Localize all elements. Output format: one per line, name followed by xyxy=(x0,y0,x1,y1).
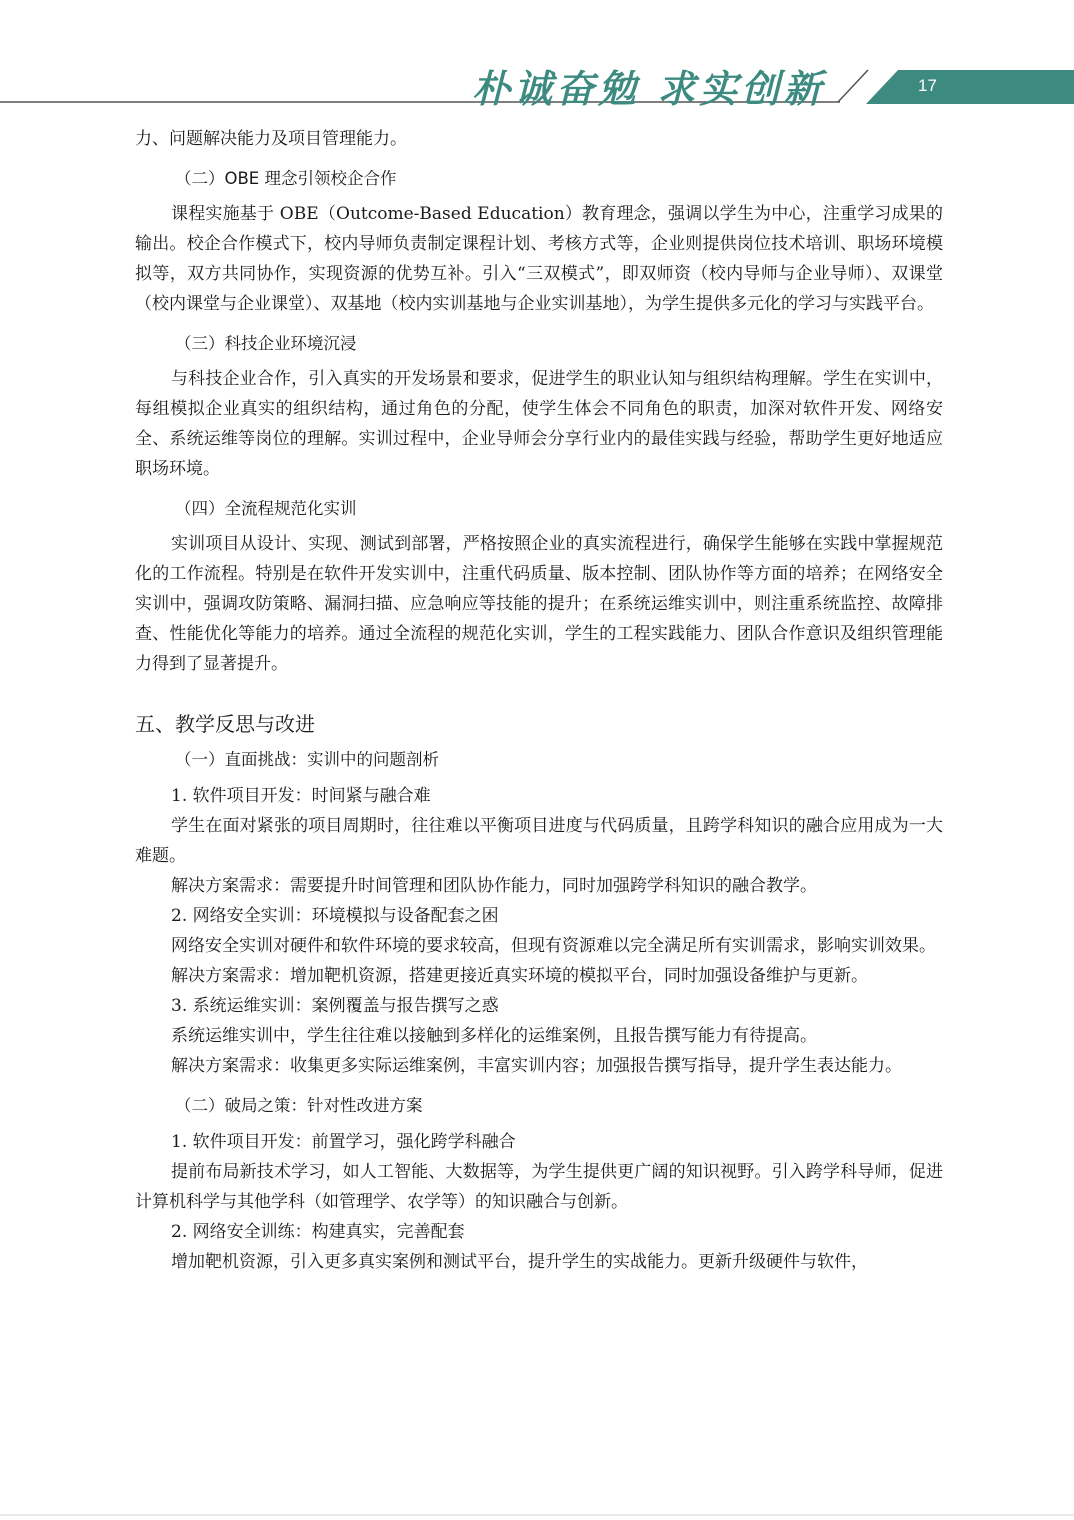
subheading-solutions: （二）破局之策：针对性改进方案 xyxy=(175,1096,423,1115)
paragraph-continuation: 力、问题解决能力及项目管理能力。 xyxy=(135,129,407,149)
item-network-title: 2. 网络安全实训：环境模拟与设备配套之困 xyxy=(171,906,499,926)
solution-network-title: 2. 网络安全训练：构建真实，完善配套 xyxy=(171,1222,465,1242)
subheading-challenges: （一）直面挑战：实训中的问题剖析 xyxy=(175,750,439,769)
paragraph-obe: 课程实施基于 OBE（Outcome-Based Education）教育理念，强调以学生为中心，注重学习成果的输出。校企合作模式下，校内导师负责制定课程计划、考核方式等，企业则提供岗位技术培训、职场环境模拟等，双方共同协作，实现资源的优势互补。引入“三双模式”，即双师资（校内导师与企业导师）、双课堂（校内课堂与企业课堂）、双基地（校内实训基地与企业实训基地），为学生提供多元化的学习与实践平台。 xyxy=(135,204,943,314)
item-software-text: 学生在面对紧张的项目周期时，往往难以平衡项目进度与代码质量，且跨学科知识的融合应用成为一大难题。 xyxy=(135,816,943,866)
header-slash xyxy=(838,70,868,102)
section-heading-reflection: 五、教学反思与改进 xyxy=(135,712,315,736)
solution-network-text: 增加靶机资源，引入更多真实案例和测试平台，提升学生的实战能力。更新升级硬件与软件， xyxy=(171,1252,868,1272)
paragraph-full-process: 实训项目从设计、实现、测试到部署，严格按照企业的真实流程进行，确保学生能够在实践中掌握规范化的工作流程。特别是在软件开发实训中，注重代码质量、版本控制、团队协作等方面的培养；在网络安全实训中，强调攻防策略、漏洞扫描、应急响应等技能的提升；在系统运维实训中，则注重系统监控、故障排查、性能优化等能力的培养。通过全流程的规范化实训，学生的工程实践能力、团队合作意识及组织管理能力得到了显著提升。 xyxy=(135,534,943,674)
item-software-solution: 解决方案需求：需要提升时间管理和团队协作能力，同时加强跨学科知识的融合教学。 xyxy=(171,876,817,896)
subheading-obe: （二）OBE 理念引领校企合作 xyxy=(175,169,397,188)
item-software-title: 1. 软件项目开发：时间紧与融合难 xyxy=(171,786,431,806)
item-network-text: 网络安全实训对硬件和软件环境的要求较高，但现有资源难以完全满足所有实训需求，影响实训效果。 xyxy=(171,936,936,956)
document-body xyxy=(135,124,943,1277)
item-network-solution: 解决方案需求：增加靶机资源，搭建更接近真实环境的模拟平台，同时加强设备维护与更新。 xyxy=(171,966,868,986)
subheading-full-process: （四）全流程规范化实训 xyxy=(175,499,357,518)
solution-software-title: 1. 软件项目开发：前置学习，强化跨学科融合 xyxy=(171,1132,516,1152)
subheading-enterprise-immersion: （三）科技企业环境沉浸 xyxy=(175,334,357,353)
header-motto: 朴诚奋勉 求实创新 xyxy=(472,66,826,111)
item-ops-title: 3. 系统运维实训：案例覆盖与报告撰写之惑 xyxy=(171,996,499,1016)
footer-rule xyxy=(0,1514,1074,1516)
item-ops-solution: 解决方案需求：收集更多实际运维案例，丰富实训内容；加强报告撰写指导，提升学生表达能力。 xyxy=(171,1056,902,1076)
paragraph-enterprise-immersion: 与科技企业合作，引入真实的开发场景和要求，促进学生的职业认知与组织结构理解。学生在实训中，每组模拟企业真实的组织结构，通过角色的分配，使学生体会不同角色的职责，加深对软件开发、网络安全、系统运维等岗位的理解。实训过程中，企业导师会分享行业内的最佳实践与经验，帮助学生更好地适应职场环境。 xyxy=(135,369,943,479)
item-ops-text: 系统运维实训中，学生往往难以接触到多样化的运维案例，且报告撰写能力有待提高。 xyxy=(171,1026,817,1046)
page-number: 17 xyxy=(918,76,937,95)
page-header xyxy=(0,0,1074,110)
page-number-tab xyxy=(866,70,1074,104)
solution-software-text: 提前布局新技术学习，如人工智能、大数据等，为学生提供更广阔的知识视野。引入跨学科导师，促进计算机科学与其他学科（如管理学、农学等）的知识融合与创新。 xyxy=(135,1162,943,1212)
